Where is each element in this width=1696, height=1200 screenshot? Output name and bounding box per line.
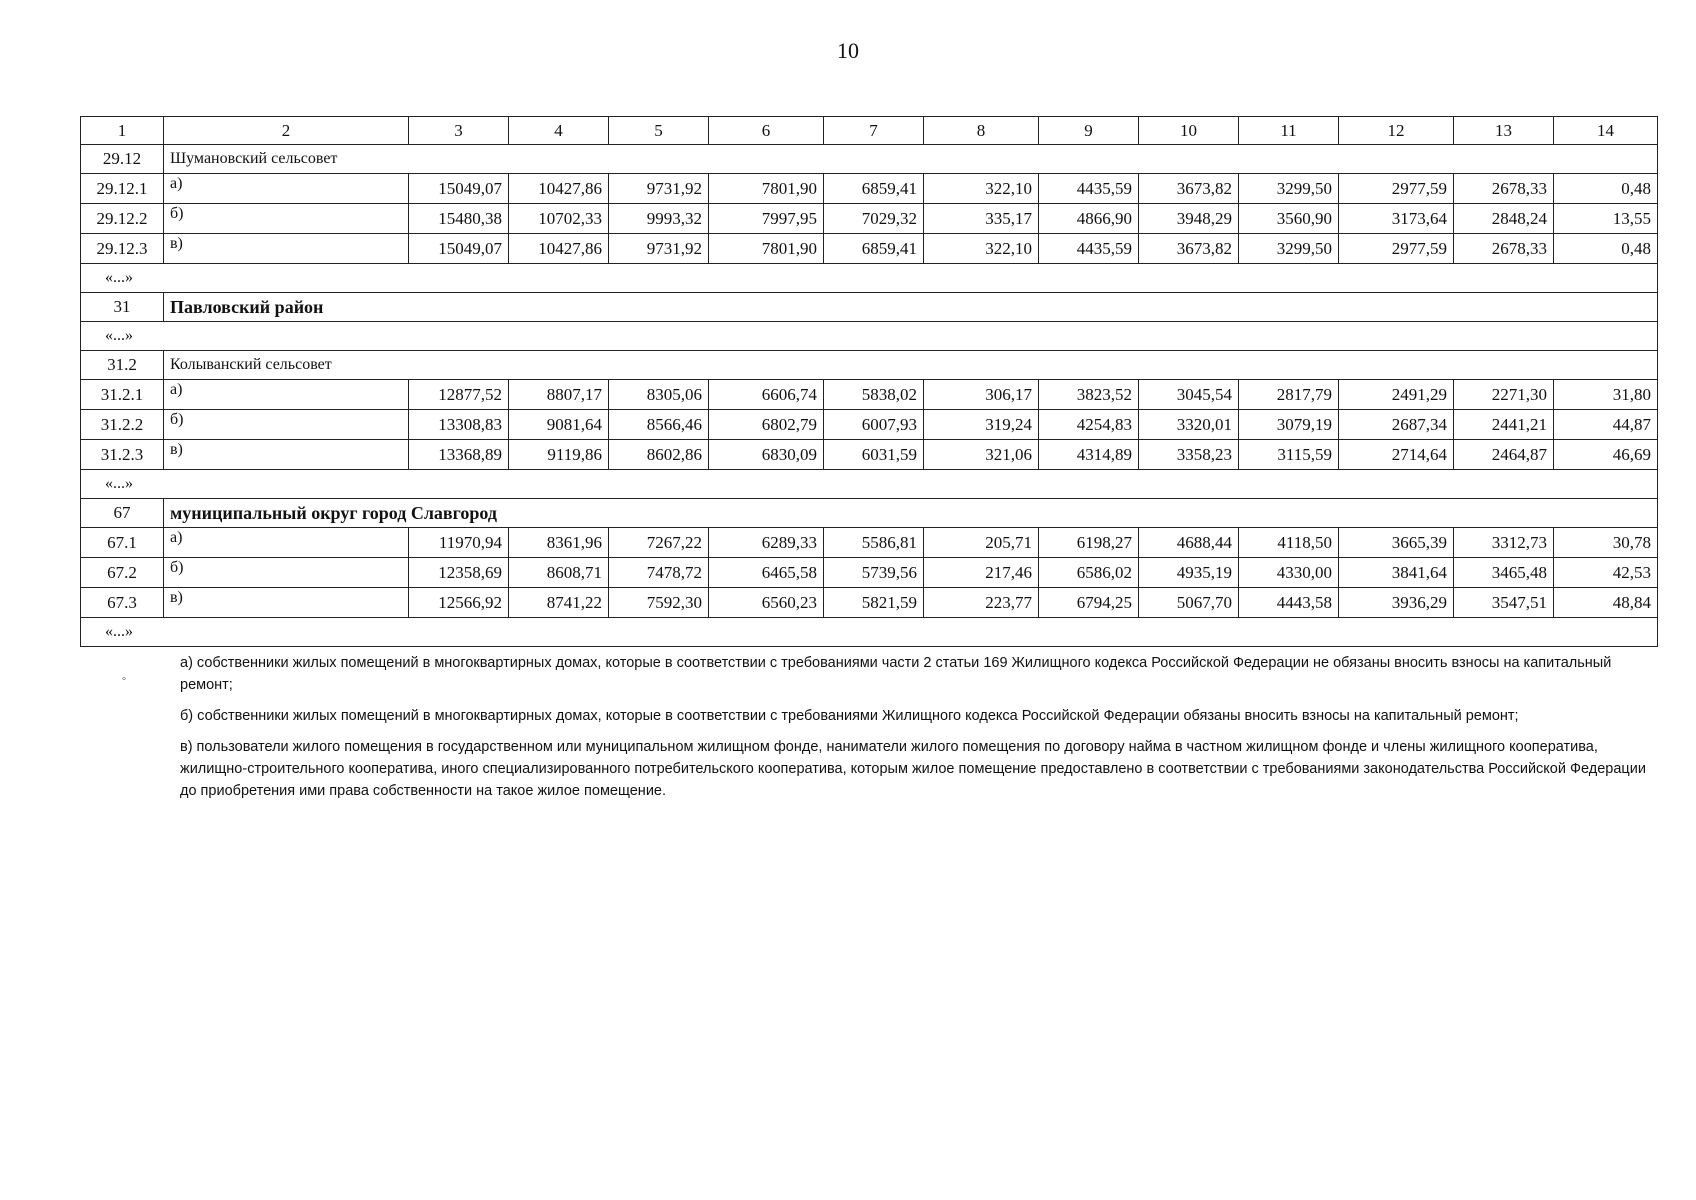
value-cell: 3560,90 (1239, 204, 1339, 234)
value-cell: 15480,38 (409, 204, 509, 234)
value-cell: 2491,29 (1339, 380, 1454, 410)
section-code: 31 (81, 293, 164, 322)
table-body (81, 117, 1658, 647)
table-row (81, 440, 1658, 470)
value-cell: 223,77 (924, 588, 1039, 618)
value-cell: 6465,58 (709, 558, 824, 588)
value-cell: 306,17 (924, 380, 1039, 410)
page-number: 10 (837, 38, 859, 63)
value-cell: 319,24 (924, 410, 1039, 440)
value-cell: 2714,64 (1339, 440, 1454, 470)
value-cell: 10427,86 (509, 174, 609, 204)
value-cell: 2441,21 (1454, 410, 1554, 440)
column-header: 5 (609, 117, 709, 145)
value-cell: 3299,50 (1239, 174, 1339, 204)
value-cell: 3948,29 (1139, 204, 1239, 234)
column-header: 9 (1039, 117, 1139, 145)
column-header: 13 (1454, 117, 1554, 145)
column-header: 1 (81, 117, 164, 145)
column-header: 4 (509, 117, 609, 145)
column-header: 8 (924, 117, 1039, 145)
row-code: 31.2.1 (81, 380, 164, 410)
section-code: 29.12 (81, 145, 164, 174)
row-code: 31.2.3 (81, 440, 164, 470)
value-cell: 13308,83 (409, 410, 509, 440)
value-cell: 12358,69 (409, 558, 509, 588)
row-code: 29.12.1 (81, 174, 164, 204)
value-cell: 48,84 (1554, 588, 1658, 618)
section-row (81, 145, 1658, 174)
value-cell: 4688,44 (1139, 528, 1239, 558)
value-cell: 3841,64 (1339, 558, 1454, 588)
value-cell: 10427,86 (509, 234, 609, 264)
value-cell: 3547,51 (1454, 588, 1554, 618)
table-row (81, 204, 1658, 234)
value-cell: 3312,73 (1454, 528, 1554, 558)
row-category: в) (164, 588, 409, 618)
value-cell: 30,78 (1554, 528, 1658, 558)
section-name: Колыванский сельсовет (164, 351, 1658, 380)
row-category: б) (164, 410, 409, 440)
section-row (81, 293, 1658, 322)
value-cell: 3665,39 (1339, 528, 1454, 558)
value-cell: 5586,81 (824, 528, 924, 558)
value-cell: 2678,33 (1454, 234, 1554, 264)
value-cell: 42,53 (1554, 558, 1658, 588)
value-cell: 2848,24 (1454, 204, 1554, 234)
column-header: 12 (1339, 117, 1454, 145)
table-row (81, 588, 1658, 618)
value-cell: 3936,29 (1339, 588, 1454, 618)
value-cell: 6560,23 (709, 588, 824, 618)
value-cell: 8807,17 (509, 380, 609, 410)
value-cell: 5067,70 (1139, 588, 1239, 618)
row-code: 67.2 (81, 558, 164, 588)
value-cell: 15049,07 (409, 234, 509, 264)
value-cell: 3173,64 (1339, 204, 1454, 234)
tariff-table (80, 116, 1658, 647)
value-cell: 3115,59 (1239, 440, 1339, 470)
value-cell: 6007,93 (824, 410, 924, 440)
value-cell: 3823,52 (1039, 380, 1139, 410)
value-cell: 217,46 (924, 558, 1039, 588)
value-cell: 5739,56 (824, 558, 924, 588)
value-cell: 8361,96 (509, 528, 609, 558)
section-row (81, 351, 1658, 380)
value-cell: 6802,79 (709, 410, 824, 440)
value-cell: 6606,74 (709, 380, 824, 410)
value-cell: 3320,01 (1139, 410, 1239, 440)
value-cell: 6794,25 (1039, 588, 1139, 618)
value-cell: 0,48 (1554, 174, 1658, 204)
ellipsis-row (81, 618, 1658, 647)
value-cell: 13,55 (1554, 204, 1658, 234)
ellipsis-cell: «...» (81, 618, 1658, 647)
row-code: 29.12.3 (81, 234, 164, 264)
value-cell: 7801,90 (709, 174, 824, 204)
value-cell: 6289,33 (709, 528, 824, 558)
section-name: Павловский район (164, 293, 1658, 322)
value-cell: 7997,95 (709, 204, 824, 234)
value-cell: 4330,00 (1239, 558, 1339, 588)
value-cell: 11970,94 (409, 528, 509, 558)
value-cell: 44,87 (1554, 410, 1658, 440)
value-cell: 3079,19 (1239, 410, 1339, 440)
value-cell: 2687,34 (1339, 410, 1454, 440)
value-cell: 12877,52 (409, 380, 509, 410)
section-code: 67 (81, 499, 164, 528)
value-cell: 8566,46 (609, 410, 709, 440)
value-cell: 335,17 (924, 204, 1039, 234)
value-cell: 4443,58 (1239, 588, 1339, 618)
column-header: 3 (409, 117, 509, 145)
section-name: Шумановский сельсовет (164, 145, 1658, 174)
value-cell: 3045,54 (1139, 380, 1239, 410)
value-cell: 321,06 (924, 440, 1039, 470)
value-cell: 4254,83 (1039, 410, 1139, 440)
row-code: 67.3 (81, 588, 164, 618)
scan-mark: ° (122, 676, 126, 687)
value-cell: 7801,90 (709, 234, 824, 264)
value-cell: 12566,92 (409, 588, 509, 618)
value-cell: 2464,87 (1454, 440, 1554, 470)
row-category: в) (164, 234, 409, 264)
value-cell: 3358,23 (1139, 440, 1239, 470)
ellipsis-row (81, 470, 1658, 499)
value-cell: 4435,59 (1039, 234, 1139, 264)
value-cell: 8741,22 (509, 588, 609, 618)
footnotes (180, 652, 1650, 811)
ellipsis-cell: «...» (81, 322, 1658, 351)
header-row (81, 117, 1658, 145)
value-cell: 322,10 (924, 234, 1039, 264)
value-cell: 8305,06 (609, 380, 709, 410)
value-cell: 13368,89 (409, 440, 509, 470)
column-header: 2 (164, 117, 409, 145)
value-cell: 46,69 (1554, 440, 1658, 470)
value-cell: 7592,30 (609, 588, 709, 618)
value-cell: 5838,02 (824, 380, 924, 410)
table-row (81, 410, 1658, 440)
value-cell: 3465,48 (1454, 558, 1554, 588)
value-cell: 9081,64 (509, 410, 609, 440)
row-category: а) (164, 174, 409, 204)
value-cell: 2271,30 (1454, 380, 1554, 410)
ellipsis-row (81, 264, 1658, 293)
section-name: муниципальный округ город Славгород (164, 499, 1658, 528)
value-cell: 7267,22 (609, 528, 709, 558)
value-cell: 10702,33 (509, 204, 609, 234)
value-cell: 9731,92 (609, 174, 709, 204)
row-category: б) (164, 558, 409, 588)
section-row (81, 499, 1658, 528)
table-row (81, 558, 1658, 588)
value-cell: 4935,19 (1139, 558, 1239, 588)
value-cell: 7029,32 (824, 204, 924, 234)
value-cell: 3673,82 (1139, 174, 1239, 204)
value-cell: 4118,50 (1239, 528, 1339, 558)
ellipsis-cell: «...» (81, 264, 1658, 293)
value-cell: 4435,59 (1039, 174, 1139, 204)
column-header: 10 (1139, 117, 1239, 145)
value-cell: 9731,92 (609, 234, 709, 264)
row-category: в) (164, 440, 409, 470)
ellipsis-cell: «...» (81, 470, 1658, 499)
row-category: б) (164, 204, 409, 234)
section-code: 31.2 (81, 351, 164, 380)
row-code: 67.1 (81, 528, 164, 558)
value-cell: 205,71 (924, 528, 1039, 558)
value-cell: 2977,59 (1339, 174, 1454, 204)
value-cell: 5821,59 (824, 588, 924, 618)
column-header: 7 (824, 117, 924, 145)
value-cell: 9119,86 (509, 440, 609, 470)
value-cell: 4866,90 (1039, 204, 1139, 234)
value-cell: 9993,32 (609, 204, 709, 234)
table-row (81, 380, 1658, 410)
value-cell: 4314,89 (1039, 440, 1139, 470)
value-cell: 322,10 (924, 174, 1039, 204)
table-row (81, 234, 1658, 264)
value-cell: 6198,27 (1039, 528, 1139, 558)
table-row (81, 528, 1658, 558)
value-cell: 6830,09 (709, 440, 824, 470)
column-header: 6 (709, 117, 824, 145)
value-cell: 6031,59 (824, 440, 924, 470)
footnote-b: б) собственники жилых помещений в многоквартирных домах, которые в соответствии с требованиями Жилищного кодекса Российской Федерации обязаны вносить взносы на капитальный ремонт; (180, 708, 1519, 724)
value-cell: 6859,41 (824, 174, 924, 204)
value-cell: 2977,59 (1339, 234, 1454, 264)
value-cell: 2817,79 (1239, 380, 1339, 410)
row-code: 31.2.2 (81, 410, 164, 440)
row-category: а) (164, 528, 409, 558)
value-cell: 7478,72 (609, 558, 709, 588)
value-cell: 0,48 (1554, 234, 1658, 264)
footnote-a: а) собственники жилых помещений в многоквартирных домах, которые в соответствии с требованиями части 2 статьи 169 Жилищного кодекса Российской Федерации не обязаны вносить взносы на капитальный ремонт; (180, 655, 1612, 693)
column-header: 14 (1554, 117, 1658, 145)
value-cell: 3299,50 (1239, 234, 1339, 264)
value-cell: 6859,41 (824, 234, 924, 264)
value-cell: 2678,33 (1454, 174, 1554, 204)
table-row (81, 174, 1658, 204)
value-cell: 8608,71 (509, 558, 609, 588)
value-cell: 31,80 (1554, 380, 1658, 410)
value-cell: 8602,86 (609, 440, 709, 470)
value-cell: 3673,82 (1139, 234, 1239, 264)
row-code: 29.12.2 (81, 204, 164, 234)
ellipsis-row (81, 322, 1658, 351)
row-category: а) (164, 380, 409, 410)
footnote-c: в) пользователи жилого помещения в государственном или муниципальном жилищном фонде, наниматели жилого помещения по договору найма в частном жилищном фонде и члены жилищного кооператива, жилищно-строительного кооператива, иного специализированного потребительского кооператива, которым жилое помещение предоставлено в соответствии с требованиями законодательства Российской Федерации до приобретения ими права собственности на такое жилое помещение. (180, 739, 1646, 799)
value-cell: 6586,02 (1039, 558, 1139, 588)
column-header: 11 (1239, 117, 1339, 145)
value-cell: 15049,07 (409, 174, 509, 204)
